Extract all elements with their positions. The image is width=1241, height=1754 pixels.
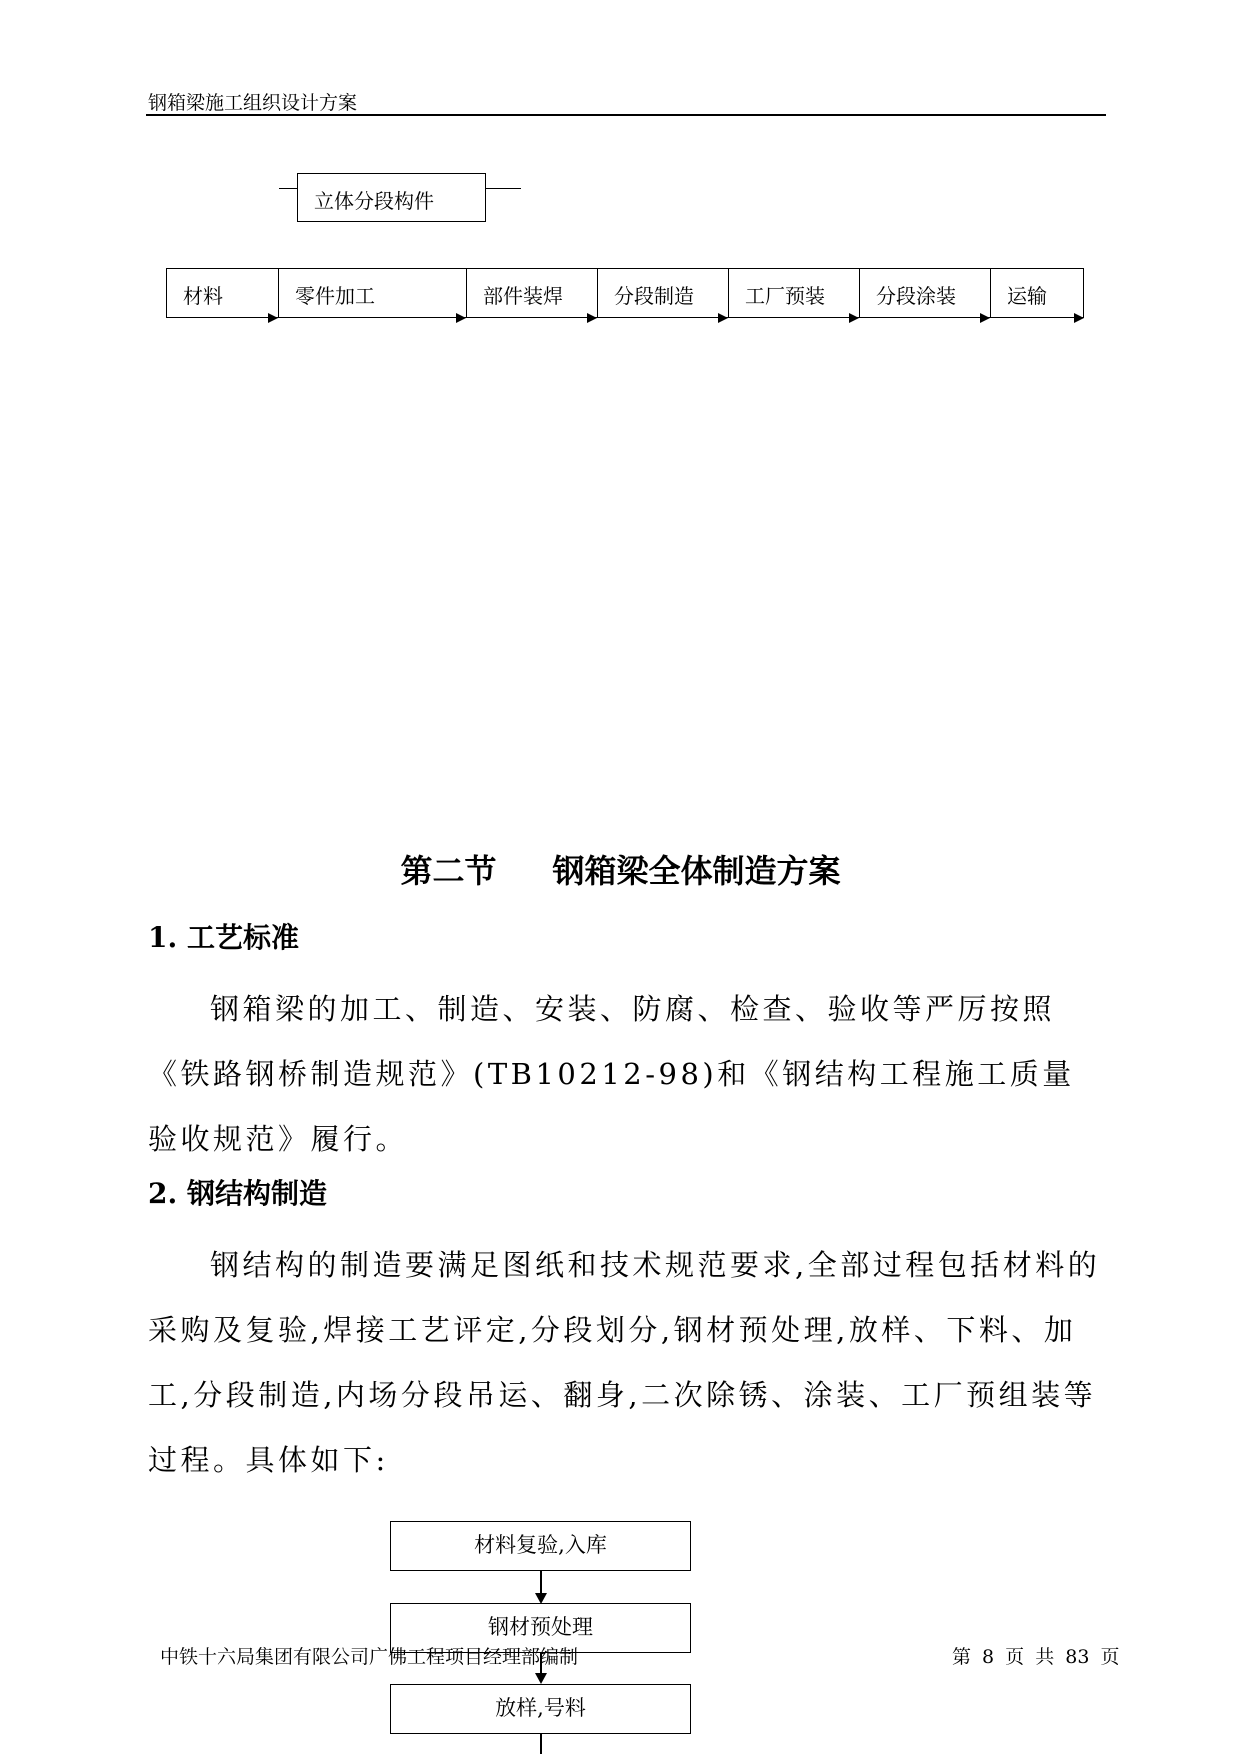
upper-box-right-connector — [485, 188, 521, 189]
process-step-label: 材料 — [183, 284, 223, 308]
process-base-line — [166, 317, 1084, 318]
item-paragraph-1 — [148, 977, 1103, 1172]
header-divider — [146, 114, 1106, 116]
process-step-label: 零件加工 — [295, 284, 375, 308]
process-step-5 — [728, 268, 859, 318]
arrow-right-icon — [268, 313, 278, 323]
item-heading-2: 2. 钢结构制造 — [148, 1177, 327, 1210]
process-step-label: 部件装焊 — [483, 284, 563, 308]
arrow-right-icon — [718, 313, 728, 323]
flow-connector — [540, 1733, 542, 1754]
process-step-7 — [990, 268, 1084, 318]
upper-box-label: 立体分段构件 — [314, 189, 434, 213]
arrow-down-icon — [535, 1673, 547, 1684]
process-step-1 — [166, 268, 278, 318]
paragraph-text: 钢箱梁的加工、制造、安装、防腐、检查、验收等严厉按照《铁路钢桥制造规范》(TB10212-98)和《钢结构工程施工质量验收规范》履行。 — [148, 992, 1075, 1156]
paragraph-text: 钢结构的制造要满足图纸和技术规范要求,全部过程包括材料的采购及复验,焊接工艺评定,分段划分,钢材预处理,放样、下料、加工,分段制造,内场分段吊运、翻身,二次除锈、涂装、工厂预组装等过程。具体如下: — [148, 1248, 1101, 1477]
process-step-2 — [278, 268, 466, 318]
arrow-right-icon — [587, 313, 597, 323]
document-header-title: 钢箱梁施工组织设计方案 — [148, 92, 358, 114]
section-number: 第二节 — [400, 852, 497, 890]
process-step-label: 分段涂装 — [876, 284, 956, 308]
flow-step-3: 放样,号料 — [390, 1684, 691, 1734]
item-paragraph-2 — [148, 1233, 1103, 1493]
flow-step-2: 钢材预处理 — [390, 1603, 691, 1653]
process-step-3 — [466, 268, 597, 318]
arrow-right-icon — [456, 313, 466, 323]
flow-step-1: 材料复验,入库 — [390, 1521, 691, 1571]
process-step-label: 运输 — [1007, 284, 1047, 308]
arrow-right-icon — [980, 313, 990, 323]
arrow-right-icon — [849, 313, 859, 323]
upper-box-left-connector — [279, 188, 299, 189]
process-step-label: 工厂预装 — [745, 284, 825, 308]
arrow-right-icon — [1074, 313, 1084, 323]
section-name: 钢箱梁全体制造方案 — [552, 852, 841, 890]
section-title — [0, 846, 1241, 892]
process-step-6 — [859, 268, 990, 318]
item-heading-1: 1. 工艺标准 — [148, 921, 299, 954]
process-step-label: 分段制造 — [614, 284, 694, 308]
process-step-4 — [597, 268, 728, 318]
footer-organization: 中铁十六局集团有限公司广佛工程项目经理部编制 — [160, 1646, 579, 1668]
footer-page-number: 第 8 页 共 83 页 — [952, 1646, 1120, 1668]
upper-box — [297, 173, 486, 222]
